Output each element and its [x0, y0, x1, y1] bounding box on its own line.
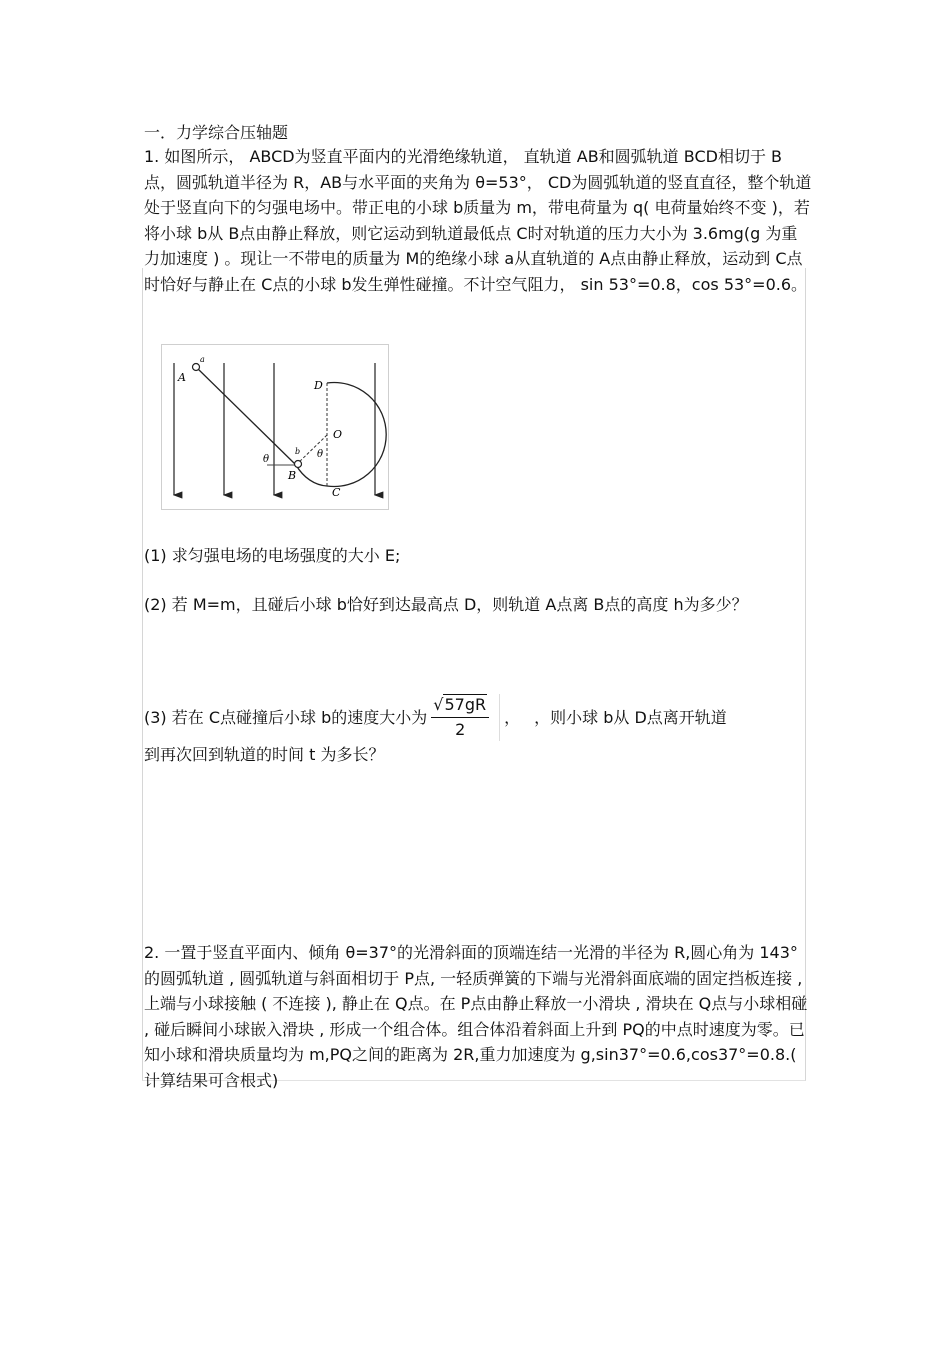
- incline-track-ab: [196, 367, 296, 465]
- ball-a: [193, 364, 200, 371]
- velocity-fraction: [431, 694, 500, 741]
- question-1-figure: [161, 344, 389, 510]
- label-b: b: [295, 447, 301, 456]
- section-title: 一．力学综合压轴题: [144, 123, 289, 142]
- ball-b: [295, 461, 302, 468]
- question-1-part-3-line-2: 到再次回到轨道的时间 t 为多长？: [144, 745, 385, 764]
- question-1-part-3-line-1: [144, 694, 804, 741]
- question-1-stem: 1. 如图所示， ABCD为竖直平面内的光滑绝缘轨道， 直轨道 AB和圆弧轨道 BCD相切于 B点，圆弧轨道半径为 R，AB与水平面的夹角为 θ=53°， CD为圆弧轨道的竖直直径，整个轨道处于竖直向下的匀强电场中。带正电的小球 b质量为 m，带电荷量为 q( 电荷量始终不变 )，若将小球 b从 B点由静止释放，则它运动到轨道最低点 C时对轨道的压力大小为 3.6mg(g 为重力加速度 ) 。现让一不带电的质量为 M的绝缘小球 a从直轨道的 A点由静止释放，运动到 C点时恰好与静止在 C点的小球 b发生弹性碰撞。不计空气阻力， sin 53°=0.8，cos 53°=0.6。: [144, 147, 812, 294]
- sqrt-radicand: 57gR: [444, 695, 487, 714]
- label-a: a: [200, 355, 205, 364]
- label-O: O: [333, 428, 343, 441]
- question-1-part-1: (1) 求匀强电场的电场强度的大小 E;: [144, 546, 401, 565]
- fraction-numerator: √57gR: [431, 694, 489, 718]
- fraction-denominator: 2: [455, 720, 466, 739]
- label-B: B: [288, 469, 297, 482]
- question-1-part-2: (2) 若 M=m，且碰后小球 b恰好到达最高点 D，则轨道 A点离 B点的高度 h为多少？: [144, 595, 748, 614]
- track-diagram: [162, 345, 388, 509]
- label-D: D: [314, 379, 323, 392]
- part-3-prefix: (3) 若在 C点碰撞后小球 b的速度大小为: [144, 707, 428, 727]
- label-theta-2: θ: [317, 449, 324, 460]
- label-A: A: [178, 371, 186, 384]
- label-C: C: [332, 486, 341, 499]
- label-theta-1: θ: [263, 454, 270, 465]
- question-2-stem: 2. 一置于竖直平面内、倾角 θ=37°的光滑斜面的顶端连结一光滑的半径为 R,圆心角为 143°的圆弧轨道 , 圆弧轨道与斜面相切于 P点, 一轻质弹簧的下端与光滑斜面底端的固定挡板连接 , 上端与小球接触 ( 不连接 ), 静止在 Q点。在 P点由静止释放一小滑块 , 滑块在 Q点与小球相碰 , 碰后瞬间小球嵌入滑块 , 形成一个组合体。组合体沿着斜面上升到 PQ的中点时速度为零。已知小球和滑块质量均为 m,PQ之间的距离为 2R,重力加速度为 g,sin37°=0.6,cos37°=0.8.( 计算结果可含根式): [144, 943, 808, 1090]
- part-3-comma: ，: [504, 707, 521, 727]
- part-3-suffix: ，则小球 b从 D点离开轨道: [534, 707, 727, 727]
